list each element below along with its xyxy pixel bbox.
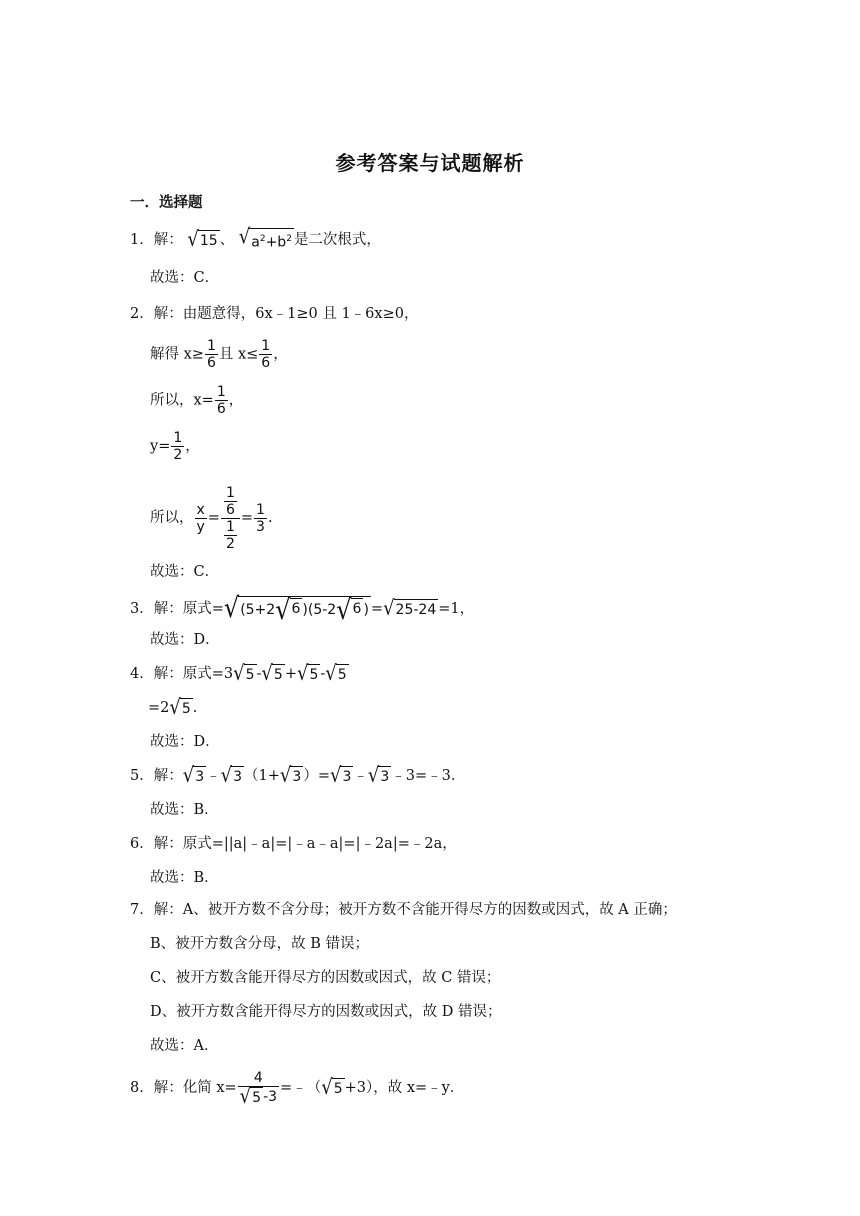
q6-answer: 故选：B．	[150, 870, 219, 886]
q6-line: 6．解：原式=||a|﹣a|=|﹣a﹣a|=|﹣2a|=﹣2a，	[130, 836, 457, 852]
q8-line: 8．解：化简 x= 4 √ 5 -3 =﹣（ √ 5 +3），故 x=﹣y．	[130, 1069, 465, 1108]
section-heading: 一．选择题	[130, 195, 203, 211]
q2-line1: 2．解：由题意得，6x﹣1≥0 且 1﹣6x≥0，	[130, 306, 419, 322]
q1-answer: 故选：C．	[150, 270, 220, 286]
q1-sqrt-a2b2: √ $a^2+b^2$	[238, 225, 292, 251]
q7-line3: C、被开方数含能开得尽方的因数或因式，故 C 错误；	[150, 970, 501, 986]
q2-line4: y= $\frac{1}{2}$ ，	[150, 430, 200, 463]
q1-line	[130, 225, 381, 252]
q3-answer: 故选：D．	[150, 632, 220, 648]
q1-sep: 、	[219, 231, 235, 248]
q3-sqrt-product: √ (5+2 √ 6 )(5-2 √ 6 )	[223, 591, 369, 627]
q4-line2: =2 √ 5 .	[148, 695, 198, 720]
q2-answer: 故选：C．	[150, 564, 220, 580]
q7-answer: 故选：A．	[150, 1038, 219, 1054]
q3-line: 3．解：原式= √ (5+2 √ 6 )(5-2 √ 6 ) = √ 25-24 =1，	[130, 591, 475, 627]
q7-line1: 7．解：A、被开方数不含分母；被开方数不含能开得尽方的因数或因式，故 A 正确；	[130, 902, 677, 918]
q4-line1: 4．解：原式=3 √ 5 - √ 5 + √ 5 - √ 5	[130, 661, 347, 686]
q1-number: 1．解：	[130, 231, 183, 248]
q2-line3: 所以，x= $\frac{1}{6}$ ，	[150, 384, 244, 417]
q2-line5: 所以， $\frac{x}{y}$ = $\frac{\frac{1}{6}}{\frac{1}{2}}$ = $\frac{1}{3}$ .	[150, 484, 273, 552]
q5-line: 5．解： √ 3 ﹣ √ 3 （1+ √ 3 ）= √ 3 ﹣ √ 3 ﹣3=﹣3．	[130, 763, 466, 788]
q1-sqrt-15: √ 15	[187, 227, 218, 252]
q7-line4: D、被开方数含能开得尽方的因数或因式，故 D 错误；	[150, 1004, 502, 1020]
q1-tail: 是二次根式，	[293, 231, 381, 248]
q5-answer: 故选：B．	[150, 802, 219, 818]
q4-answer: 故选：D．	[150, 734, 220, 750]
q7-line2: B、被开方数含分母，故 B 错误；	[150, 936, 370, 952]
page-title: 参考答案与试题解析	[335, 151, 525, 175]
q2-line2: 解得 x≥ $\frac{1}{6}$ 且 x≤ $\frac{1}{6}$ ，	[150, 338, 288, 371]
